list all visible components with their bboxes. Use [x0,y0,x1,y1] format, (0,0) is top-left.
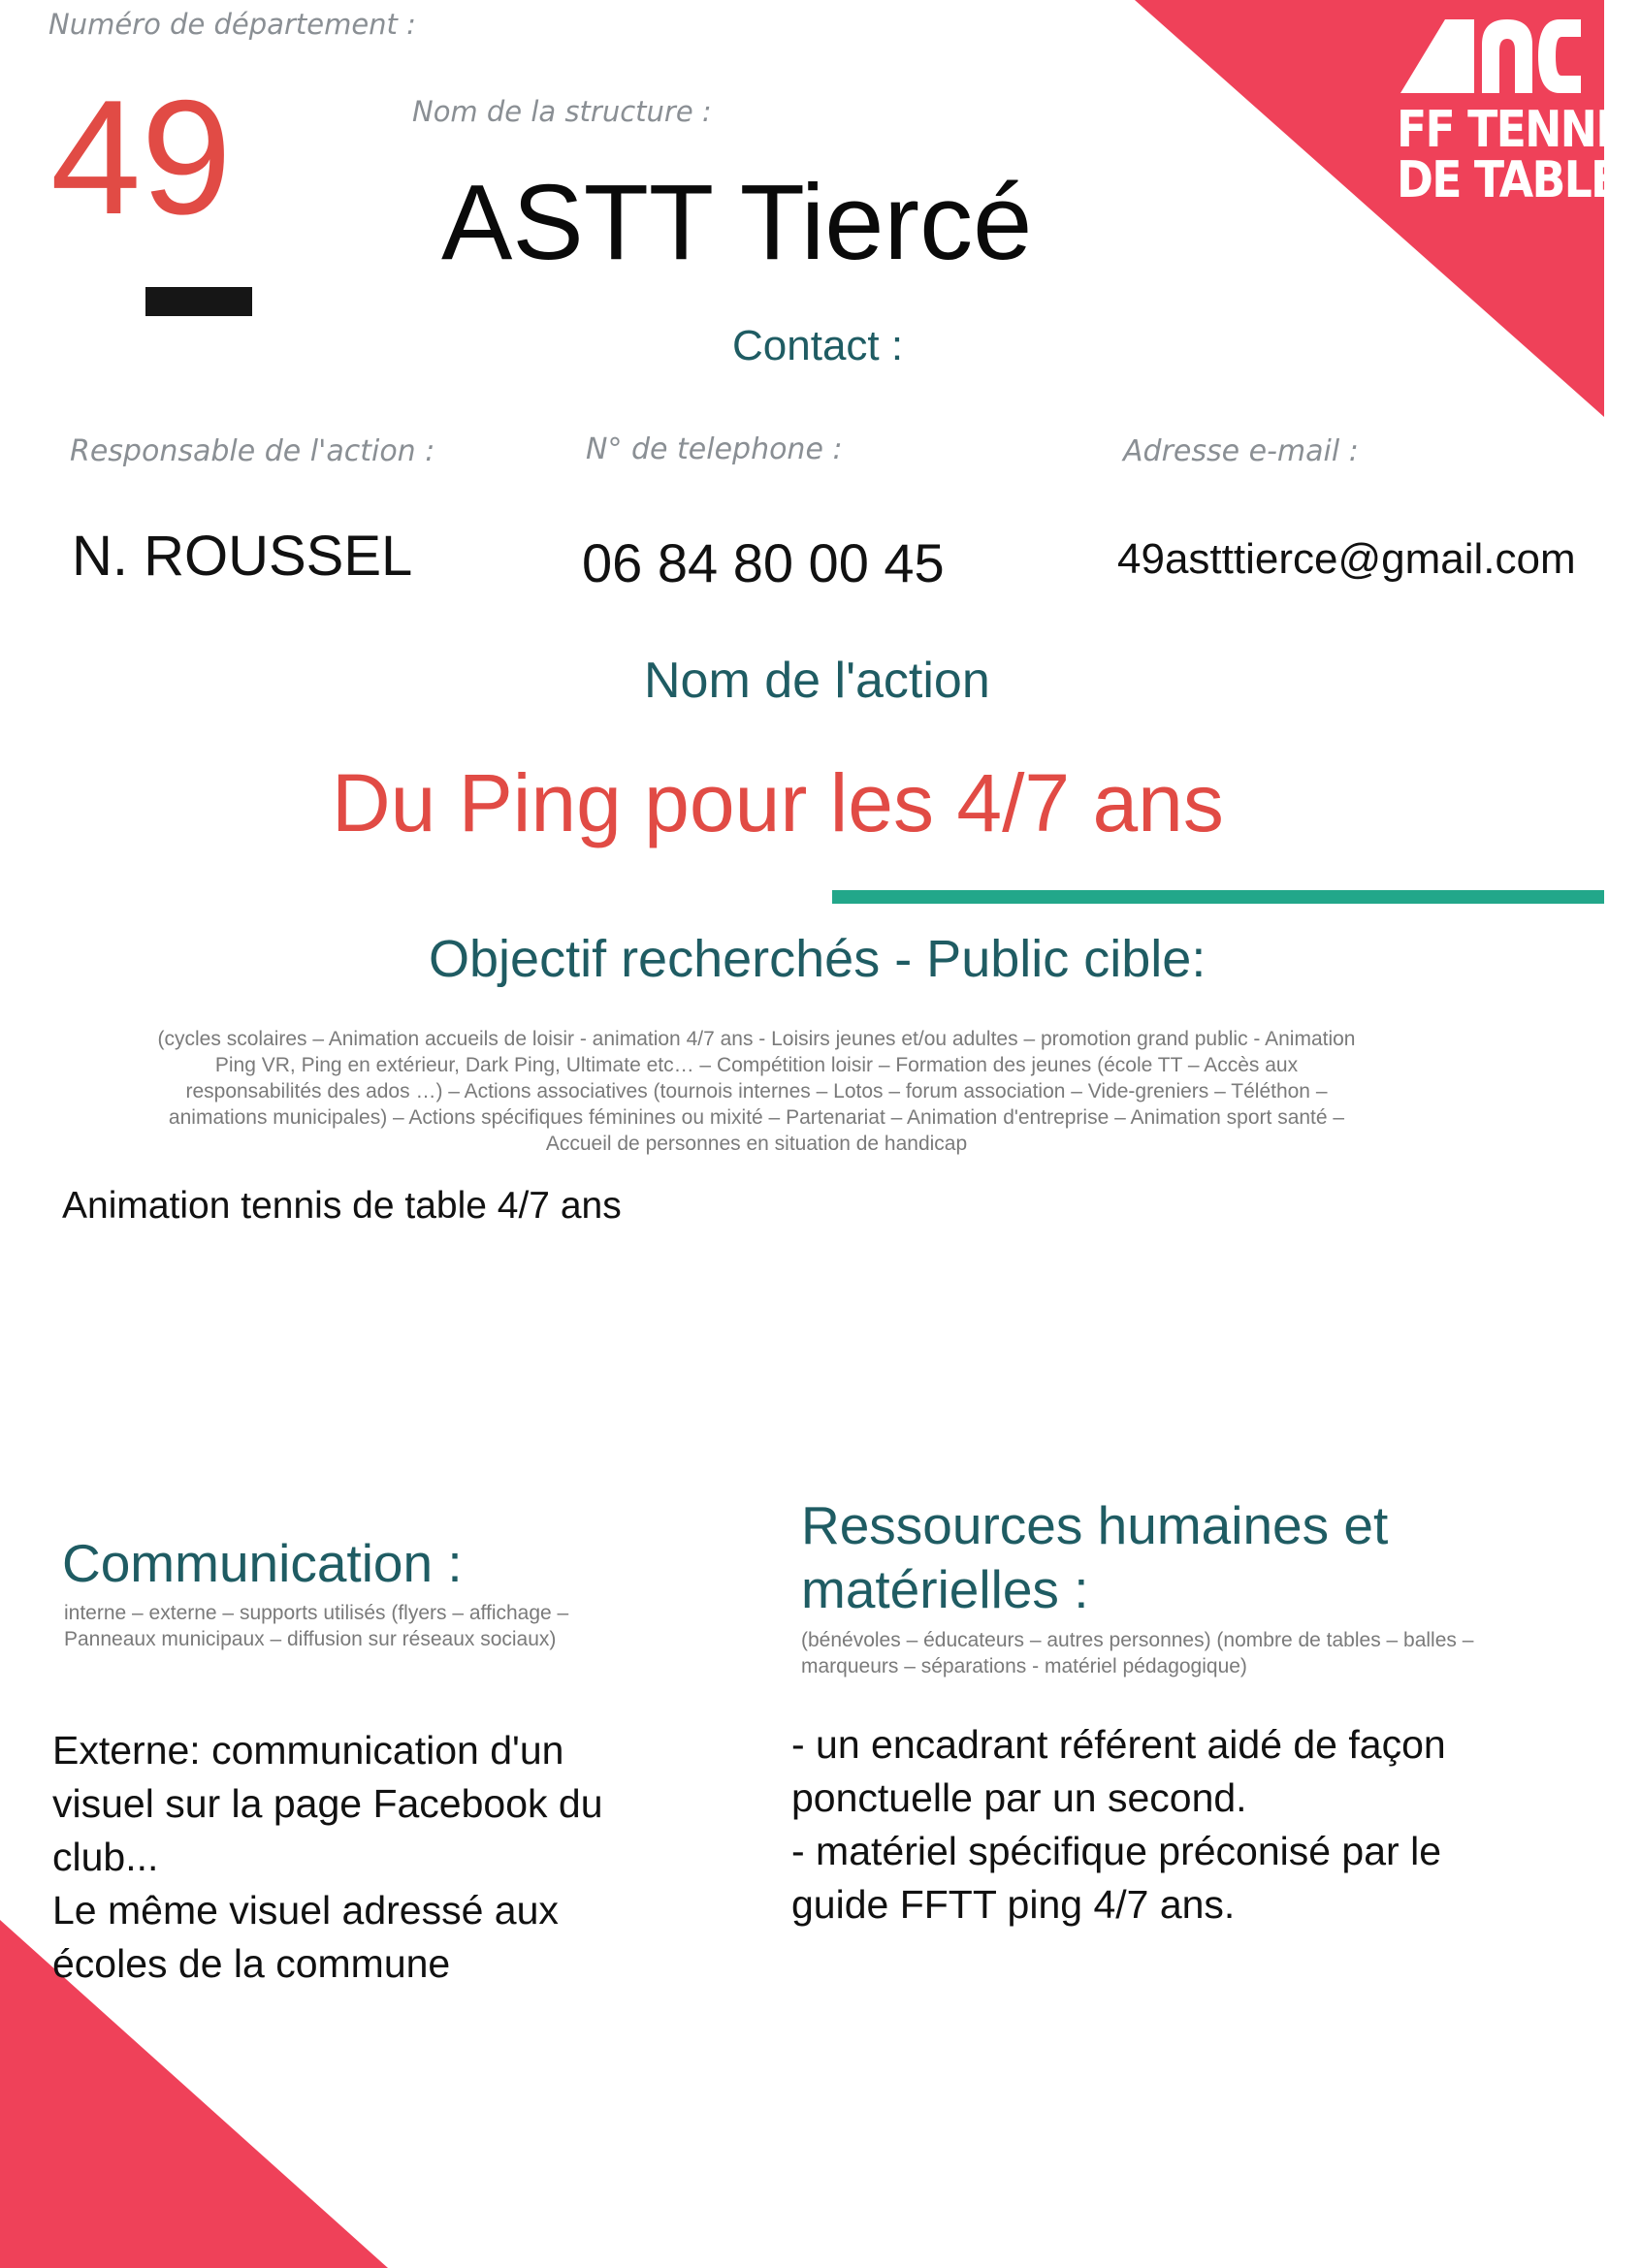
contact-heading: Contact : [732,322,904,369]
redaction-bar [145,287,252,316]
communication-line: écoles de la commune [52,1941,451,1986]
action-heading: Nom de l'action [644,653,990,709]
communication-line: visuel sur la page Facebook du [52,1781,603,1826]
communication-line: Le même visuel adressé aux [52,1888,559,1933]
action-name: Du Ping pour les 4/7 ans [332,757,1224,848]
ressources-text [791,1718,1490,1932]
dept-number: 49 [50,66,232,248]
fftt-logo-icon [1397,16,1591,97]
objectif-heading: Objectif recherchés - Public cible: [429,930,1207,988]
logo-line-2: DE TABLE [1397,151,1620,209]
telephone-value: 06 84 80 00 45 [582,532,945,593]
communication-heading: Communication : [62,1533,463,1593]
ressources-line: ponctuelle par un second. [791,1775,1247,1820]
ressources-line: guide FFTT ping 4/7 ans. [791,1882,1236,1927]
communication-text [52,1724,673,1991]
dept-label: Numéro de département : [48,8,416,41]
objectif-value: Animation tennis de table 4/7 ans [62,1185,622,1227]
objectif-hint: (cycles scolaires – Animation accueils de loisir - animation 4/7 ans - Loisirs jeunes et/ou adultes – promotion grand public - Animation Ping VR, Ping en extérieur, Dark Ping, Ultimate etc… – Compétition loisir – Formation des jeunes (école TT – Accès aux responsabilités des ados …) – Actions associatives (tournois internes – Lotos – forum association – Vide-greniers – Téléthon – animations municipales) – Actions spécifiques féminines ou mixité – Partenariat – Animation d'entreprise – Animation sport santé – Accueil de personnes en situation de handicap [157,1028,1356,1155]
communication-hint: interne – externe – supports utilisés (flyers – affichage – Panneaux municipaux – diffusion sur réseaux sociaux) [64,1602,569,1650]
ressources-heading: Ressources humaines et matérielles : [801,1495,1389,1619]
communication-line: Externe: communication d'un [52,1728,564,1773]
ressources-line: - matériel spécifique préconisé par le [791,1829,1441,1873]
communication-line: club... [52,1835,159,1879]
telephone-label: N° de telephone : [586,432,843,466]
ressources-line: - un encadrant référent aidé de façon [791,1722,1446,1767]
structure-label: Nom de la structure : [412,95,712,128]
responsable-label: Responsable de l'action : [70,434,435,468]
structure-name: ASTT Tiercé [441,163,1033,282]
ressources-hint: (bénévoles – éducateurs – autres personnes) (nombre de tables – balles – marqueurs – séparations - matériel pédagogique) [801,1629,1474,1677]
email-label: Adresse e-mail : [1123,434,1359,468]
responsable-value: N. ROUSSEL [72,525,413,588]
fftt-logo-text [1397,101,1641,209]
logo-line-1: FF TENNIS [1397,101,1641,159]
teal-divider [832,890,1604,904]
email-value: 49astttierce@gmail.com [1117,535,1576,583]
